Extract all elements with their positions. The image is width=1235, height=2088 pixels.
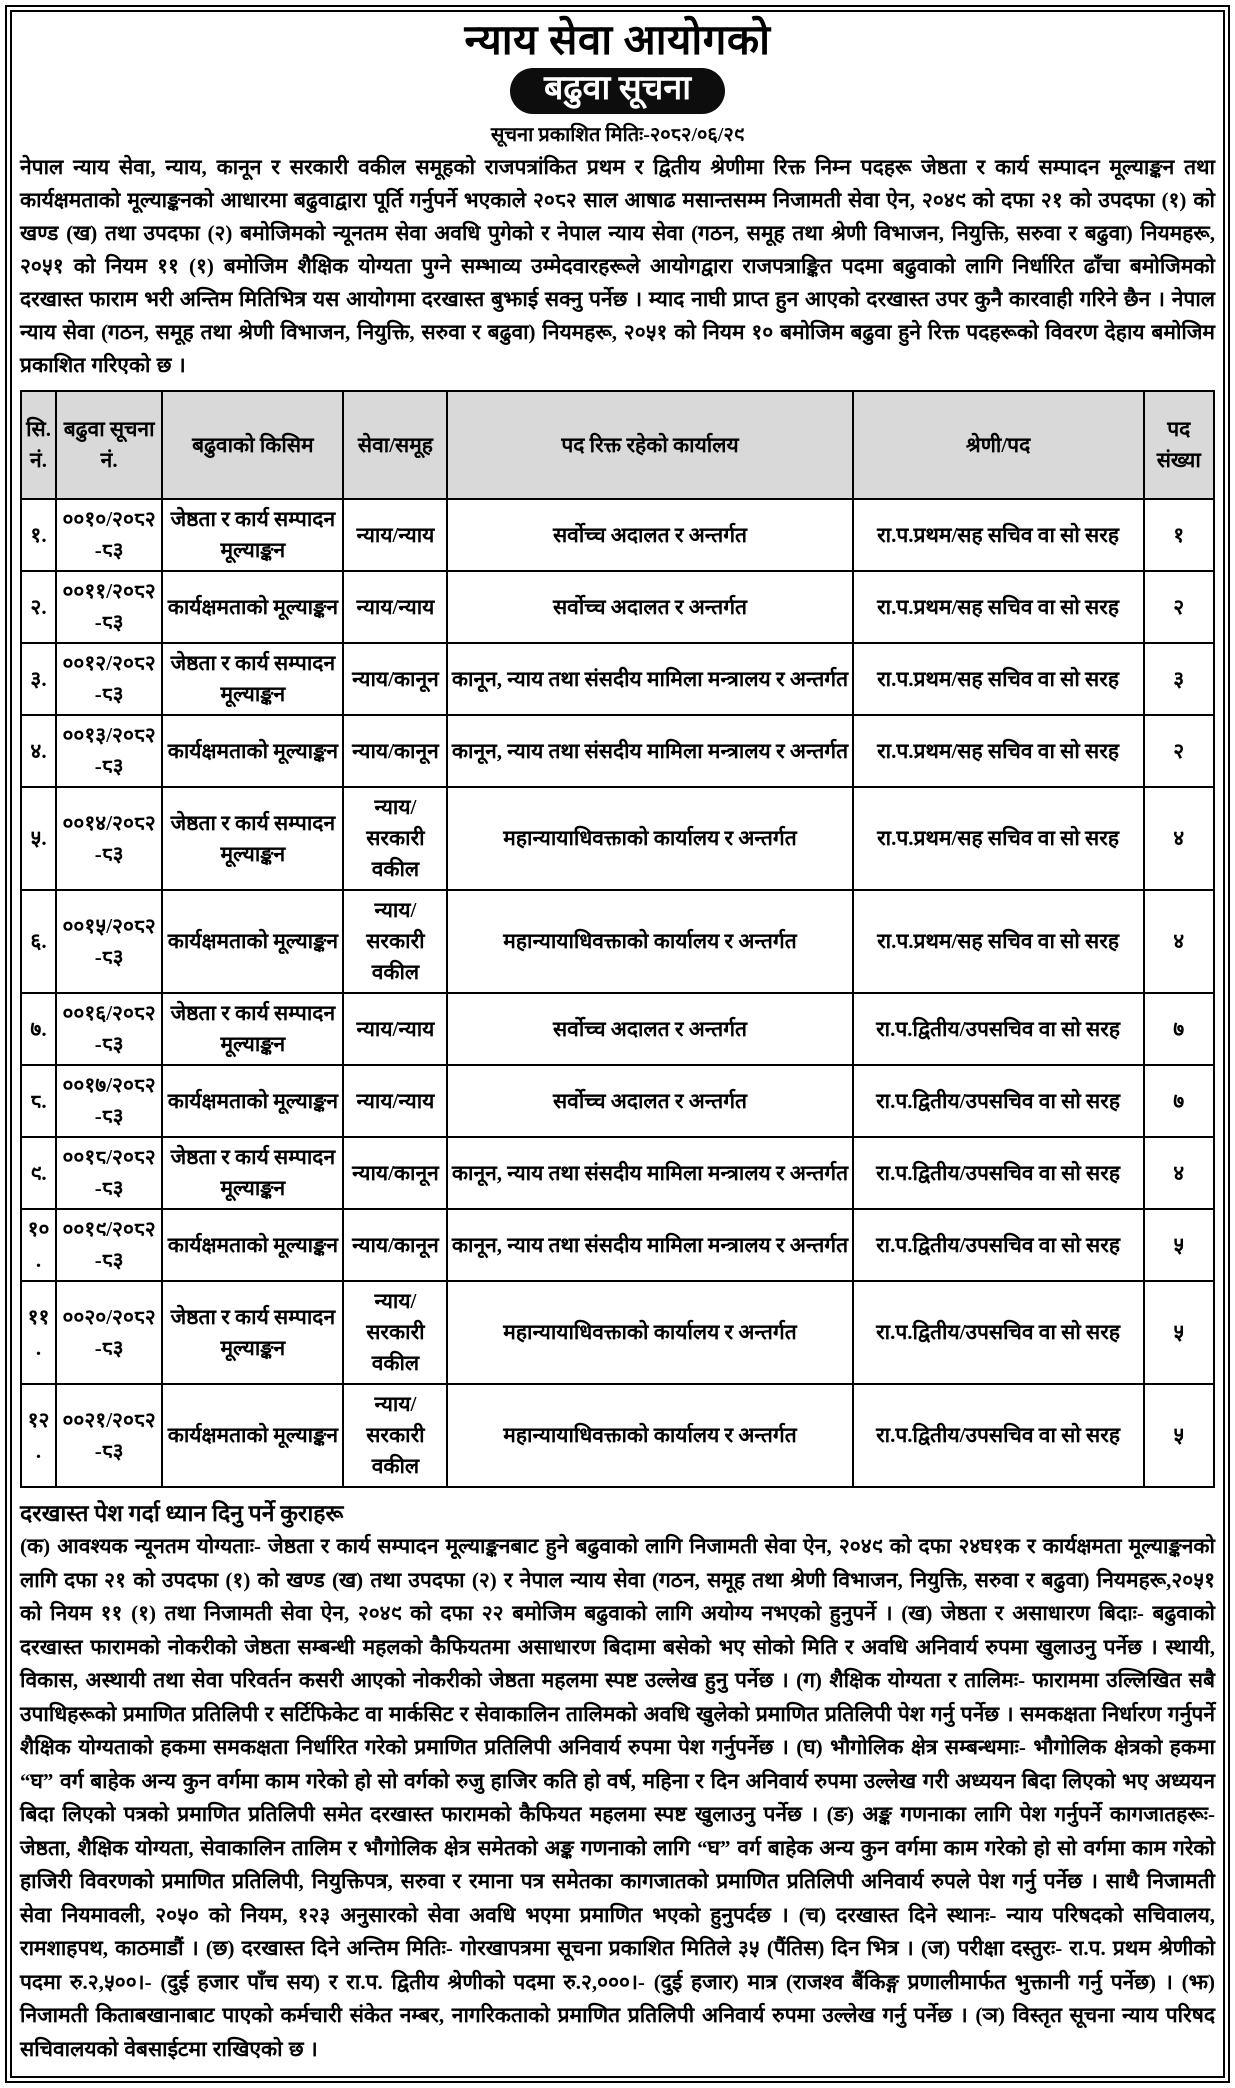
- column-header-rank: श्रेणी/पद: [853, 391, 1144, 499]
- table-cell-service_group: न्याय/सरकारी वकील: [343, 1281, 447, 1384]
- column-header-kind: बढुवाको किसिम: [162, 391, 343, 499]
- table-cell-rank: रा.प.द्वितीय/उपसचिव वा सो सरह: [853, 1137, 1144, 1209]
- table-cell-count: ५: [1144, 1209, 1215, 1281]
- table-cell-service_group: न्याय/सरकारी वकील: [343, 890, 447, 993]
- table-cell-count: ५: [1144, 1384, 1215, 1487]
- column-header-sn: सि. नं.: [21, 391, 56, 499]
- table-cell-service_group: न्याय/न्याय: [343, 993, 447, 1065]
- table-cell-office: कानून, न्याय तथा संसदीय मामिला मन्त्रालय र अन्तर्गत: [447, 715, 852, 787]
- table-cell-sn: ११.: [21, 1281, 56, 1384]
- table-cell-kind: जेष्ठता र कार्य सम्पादन मूल्याङ्कन: [162, 787, 343, 890]
- table-cell-kind: कार्यक्षमताको मूल्याङ्कन: [162, 890, 343, 993]
- table-cell-service_group: न्याय/कानून: [343, 715, 447, 787]
- table-cell-office: महान्यायाधिवक्ताको कार्यालय र अन्तर्गत: [447, 1281, 852, 1384]
- table-cell-service_group: न्याय/न्याय: [343, 571, 447, 643]
- table-cell-sn: ३.: [21, 643, 56, 715]
- table-cell-sn: ६.: [21, 890, 56, 993]
- table-row: [21, 787, 1214, 890]
- table-row: [21, 1209, 1214, 1281]
- column-header-service_group: सेवा/समूह: [343, 391, 447, 499]
- notes-heading: दरखास्त पेश गर्दा ध्यान दिनु पर्ने कुराहरू: [20, 1501, 344, 1527]
- table-cell-service_group: न्याय/सरकारी वकील: [343, 1384, 447, 1487]
- table-cell-notice_no: ००२१/२०८२-८३: [56, 1384, 162, 1487]
- table-cell-notice_no: ००१६/२०८२-८३: [56, 993, 162, 1065]
- vacancy-table-body: [21, 499, 1214, 1487]
- table-cell-sn: ७.: [21, 993, 56, 1065]
- table-cell-count: ४: [1144, 1137, 1215, 1209]
- document-header: [20, 18, 1215, 147]
- table-cell-count: ७: [1144, 993, 1215, 1065]
- table-cell-office: सर्वोच्च अदालत र अन्तर्गत: [447, 499, 852, 571]
- table-cell-kind: कार्यक्षमताको मूल्याङ्कन: [162, 1384, 343, 1487]
- notes-paragraph: (क) आवश्यक न्यूनतम योग्यताः- जेष्ठता र कार्य सम्पादन मूल्याङ्कनबाट हुने बढुवाको लागि निजामती सेवा ऐन, २०४९ को दफा २४घ१क र कार्यक्षमता मूल्याङ्कनको लागि दफा २१ को उपदफा (१) को खण्ड (ख) तथा उपदफा (२) र नेपाल न्याय सेवा (गठन, समूह तथा श्रेणी विभाजन, नियुक्ति, सरुवा र बढुवा) नियमहरू,२०५१ को नियम ११ (१) तथा निजामती सेवा ऐन, २०४९ को दफा २२ बमोजिम बढुवाको लागि अयोग्य नभएको हुनुपर्ने । (ख) जेष्ठता र असाधारण बिदाः- बढुवाको दरखास्त फारामको नोकरीको जेष्ठता सम्बन्धी महलको कैफियतमा असाधारण बिदामा बसेको भए सोको मिति र अवधि अनिवार्य रुपमा खुलाउनु पर्नेछ । स्थायी, विकास, अस्थायी तथा सेवा परिवर्तन कसरी आएको नोकरीको जेष्ठता महलमा स्पष्ट उल्लेख हुनु पर्नेछ । (ग) शैक्षिक योग्यता र तालिमः- फाराममा उल्लिखित सबै उपाधिहरूको प्रमाणित प्रतिलिपी र सर्टिफिकेट वा मार्कसिट र सेवाकालिन तालिमको अवधि खुलेको प्रमाणित प्रतिलिपी पेश गर्नु पर्नेछ । समकक्षता निर्धारण गर्नुपर्ने शैक्षिक योग्यताको हकमा समकक्षता निर्धारित गरेको प्रमाणित प्रतिलिपी अनिवार्य रुपमा पेश गर्नुपर्नेछ । (घ) भौगोलिक क्षेत्र सम्बन्धमाः- भौगोलिक क्षेत्रको हकमा “घ” वर्ग बाहेक अन्य कुन वर्गमा काम गरेको हो सो वर्गको रुजु हाजिर कति हो वर्ष, महिना र दिन अनिवार्य रुपमा उल्लेख गरी अध्ययन बिदा लिएको भए अध्ययन बिदा लिएको पत्रको प्रमाणित प्रतिलिपी समेत दरखास्त फारामको कैफियत महलमा स्पष्ट खुलाउनु पर्नेछ । (ङ) अङ्क गणनाका लागि पेश गर्नुपर्ने कागजातहरूः- जेष्ठता, शैक्षिक योग्यता, सेवाकालिन तालिम र भौगोलिक क्षेत्र समेतको अङ्क गणनाको लागि “घ” वर्ग बाहेक अन्य कुन वर्गमा काम गरेको हो सो वर्गमा काम गरेको हाजिरी विवरणको प्रमाणित प्रतिलिपी, नियुक्तिपत्र, सरुवा र रमाना पत्र समेतका कागजातको प्रमाणित प्रतिलिपी अनिवार्य रुपले पेश गर्नु पर्नेछ । साथै निजामती सेवा नियमावली, २०५० को नियम, १२३ अनुसारको सेवा अवधि भएमा प्रमाणित भएको हुनुपर्दछ । (च) दरखास्त दिने स्थानः- न्याय परिषदको सचिवालय, रामशाहपथ, काठमाडौं । (छ) दरखास्त दिने अन्तिम मितिः- गोरखापत्रमा सूचना प्रकाशित मितिले ३५ (पैंतिस) दिन भित्र । (ज) परीक्षा दस्तुरः- रा.प. प्रथम श्रेणीको पदमा रु.२,५००।- (दुई हजार पाँच सय) र रा.प. द्वितीय श्रेणीको पदमा रु.२,०००।- (दुई हजार) मात्र (राजश्व बैंकिङ्ग प्रणालीमार्फत भुक्तानी गर्नु पर्नेछ) । (झ) निजामती किताबखानाबाट पाएको कर्मचारी संकेत नम्बर, नागरिकताको प्रमाणित प्रतिलिपी अनिवार्य रुपमा उल्लेख गर्नु पर्नेछ । (ञ) विस्तृत सूचना न्याय परिषद सचिवालयको वेबसाईटमा राखिएको छ ।: [20, 1534, 1215, 2061]
- table-row: [21, 715, 1214, 787]
- table-row: [21, 1137, 1214, 1209]
- table-cell-sn: २.: [21, 571, 56, 643]
- table-cell-kind: कार्यक्षमताको मूल्याङ्कन: [162, 571, 343, 643]
- table-cell-service_group: न्याय/कानून: [343, 1137, 447, 1209]
- table-cell-rank: रा.प.द्वितीय/उपसचिव वा सो सरह: [853, 993, 1144, 1065]
- table-cell-kind: जेष्ठता र कार्य सम्पादन मूल्याङ्कन: [162, 1281, 343, 1384]
- table-cell-kind: कार्यक्षमताको मूल्याङ्कन: [162, 1065, 343, 1137]
- column-header-notice_no: बढुवा सूचना नं.: [56, 391, 162, 499]
- table-cell-kind: जेष्ठता र कार्य सम्पादन मूल्याङ्कन: [162, 499, 343, 571]
- table-cell-sn: ९.: [21, 1137, 56, 1209]
- promotion-notice-badge: बढुवा सूचना: [510, 68, 725, 114]
- table-cell-rank: रा.प.द्वितीय/उपसचिव वा सो सरह: [853, 1384, 1144, 1487]
- table-cell-count: २: [1144, 571, 1215, 643]
- table-cell-kind: जेष्ठता र कार्य सम्पादन मूल्याङ्कन: [162, 643, 343, 715]
- table-cell-service_group: न्याय/न्याय: [343, 1065, 447, 1137]
- notice-page: [5, 5, 1230, 2083]
- table-row: [21, 890, 1214, 993]
- column-header-count: पद संख्या: [1144, 391, 1215, 499]
- table-cell-sn: ४.: [21, 715, 56, 787]
- table-cell-service_group: न्याय/कानून: [343, 643, 447, 715]
- column-header-office: पद रिक्त रहेको कार्यालय: [447, 391, 852, 499]
- table-cell-sn: १०.: [21, 1209, 56, 1281]
- table-row: [21, 571, 1214, 643]
- table-cell-sn: १.: [21, 499, 56, 571]
- table-cell-kind: कार्यक्षमताको मूल्याङ्कन: [162, 715, 343, 787]
- table-cell-office: सर्वोच्च अदालत र अन्तर्गत: [447, 1065, 852, 1137]
- table-cell-notice_no: ००११/२०८२-८३: [56, 571, 162, 643]
- table-cell-service_group: न्याय/न्याय: [343, 499, 447, 571]
- table-cell-rank: रा.प.प्रथम/सह सचिव वा सो सरह: [853, 643, 1144, 715]
- table-cell-rank: रा.प.प्रथम/सह सचिव वा सो सरह: [853, 715, 1144, 787]
- table-cell-notice_no: ००२०/२०८२-८३: [56, 1281, 162, 1384]
- table-cell-count: १: [1144, 499, 1215, 571]
- table-cell-count: २: [1144, 715, 1215, 787]
- table-cell-service_group: न्याय/सरकारी वकील: [343, 787, 447, 890]
- table-cell-notice_no: ००१५/२०८२-८३: [56, 890, 162, 993]
- table-cell-kind: जेष्ठता र कार्य सम्पादन मूल्याङ्कन: [162, 1137, 343, 1209]
- table-cell-rank: रा.प.द्वितीय/उपसचिव वा सो सरह: [853, 1281, 1144, 1384]
- table-cell-rank: रा.प.द्वितीय/उपसचिव वा सो सरह: [853, 1065, 1144, 1137]
- vacancy-table-head: [21, 391, 1214, 499]
- table-cell-notice_no: ००१०/२०८२-८३: [56, 499, 162, 571]
- table-cell-notice_no: ००१२/२०८२-८३: [56, 643, 162, 715]
- table-row: [21, 643, 1214, 715]
- intro-paragraph: नेपाल न्याय सेवा, न्याय, कानून र सरकारी वकील समूहको राजपत्रांकित प्रथम र द्वितीय श्रेणीमा रिक्त निम्न पदहरू जेष्ठता र कार्य सम्पादन मूल्याङ्कन तथा कार्यक्षमताको मूल्याङ्कनको आधारमा बढुवाद्वारा पूर्ति गर्नुपर्ने भएकाले २०८२ साल आषाढ मसान्तसम्म निजामती सेवा ऐन, २०४९ को दफा २१ को उपदफा (१) को खण्ड (ख) तथा उपदफा (२) बमोजिमको न्यूनतम सेवा अवधि पुगेको र नेपाल न्याय सेवा (गठन, समूह तथा श्रेणी विभाजन, नियुक्ति, सरुवा र बढुवा) नियमहरू, २०५१ को नियम ११ (१) बमोजिम शैक्षिक योग्यता पुग्ने सम्भाव्य उम्मेदवारहरूले आयोगद्वारा राजपत्राङ्कित पदमा बढुवाको लागि निर्धारित ढाँचा बमोजिमको दरखास्त फाराम भरी अन्तिम मितिभित्र यस आयोगमा दरखास्त बुझाई सक्नु पर्नेछ । म्याद नाघी प्राप्त हुन आएको दरखास्त उपर कुनै कारवाही गरिने छैन । नेपाल न्याय सेवा (गठन, समूह तथा श्रेणी विभाजन, नियुक्ति, सरुवा र बढुवा) नियमहरू, २०५१ को नियम १० बमोजिम बढुवा हुने रिक्त पदहरूको विवरण देहाय बमोजिम प्रकाशित गरिएको छ ।: [20, 155, 1215, 378]
- table-cell-rank: रा.प.प्रथम/सह सचिव वा सो सरह: [853, 890, 1144, 993]
- table-row: [21, 499, 1214, 571]
- table-cell-office: महान्यायाधिवक्ताको कार्यालय र अन्तर्गत: [447, 890, 852, 993]
- table-cell-sn: ५.: [21, 787, 56, 890]
- table-cell-rank: रा.प.प्रथम/सह सचिव वा सो सरह: [853, 499, 1144, 571]
- table-cell-service_group: न्याय/कानून: [343, 1209, 447, 1281]
- table-row: [21, 1384, 1214, 1487]
- published-date: सूचना प्रकाशित मितिः-२०८२/०६/२९: [490, 124, 745, 147]
- table-cell-count: ७: [1144, 1065, 1215, 1137]
- vacancy-table: [20, 390, 1215, 1488]
- table-cell-notice_no: ००१९/२०८२-८३: [56, 1209, 162, 1281]
- table-cell-rank: रा.प.द्वितीय/उपसचिव वा सो सरह: [853, 1209, 1144, 1281]
- table-row: [21, 993, 1214, 1065]
- table-cell-kind: कार्यक्षमताको मूल्याङ्कन: [162, 1209, 343, 1281]
- org-title: न्याय सेवा आयोगको: [464, 18, 771, 64]
- table-cell-notice_no: ००१४/२०८२-८३: [56, 787, 162, 890]
- table-cell-notice_no: ००१३/२०८२-८३: [56, 715, 162, 787]
- table-cell-count: ४: [1144, 890, 1215, 993]
- table-cell-office: कानून, न्याय तथा संसदीय मामिला मन्त्रालय र अन्तर्गत: [447, 643, 852, 715]
- vacancy-table-head-row: [21, 391, 1214, 499]
- table-cell-rank: रा.प.प्रथम/सह सचिव वा सो सरह: [853, 571, 1144, 643]
- table-cell-office: सर्वोच्च अदालत र अन्तर्गत: [447, 993, 852, 1065]
- table-row: [21, 1281, 1214, 1384]
- table-cell-office: महान्यायाधिवक्ताको कार्यालय र अन्तर्गत: [447, 787, 852, 890]
- table-cell-rank: रा.प.प्रथम/सह सचिव वा सो सरह: [853, 787, 1144, 890]
- table-cell-sn: ८.: [21, 1065, 56, 1137]
- table-cell-office: कानून, न्याय तथा संसदीय मामिला मन्त्रालय र अन्तर्गत: [447, 1137, 852, 1209]
- table-cell-office: सर्वोच्च अदालत र अन्तर्गत: [447, 571, 852, 643]
- table-cell-count: ३: [1144, 643, 1215, 715]
- table-cell-count: ५: [1144, 1281, 1215, 1384]
- badge-row: [20, 68, 1215, 114]
- table-cell-sn: १२.: [21, 1384, 56, 1487]
- table-row: [21, 1065, 1214, 1137]
- table-cell-notice_no: ००१८/२०८२-८३: [56, 1137, 162, 1209]
- table-cell-count: ४: [1144, 787, 1215, 890]
- table-cell-office: कानून, न्याय तथा संसदीय मामिला मन्त्रालय र अन्तर्गत: [447, 1209, 852, 1281]
- table-cell-notice_no: ००१७/२०८२-८३: [56, 1065, 162, 1137]
- table-cell-office: महान्यायाधिवक्ताको कार्यालय र अन्तर्गत: [447, 1384, 852, 1487]
- table-cell-kind: जेष्ठता र कार्य सम्पादन मूल्याङ्कन: [162, 993, 343, 1065]
